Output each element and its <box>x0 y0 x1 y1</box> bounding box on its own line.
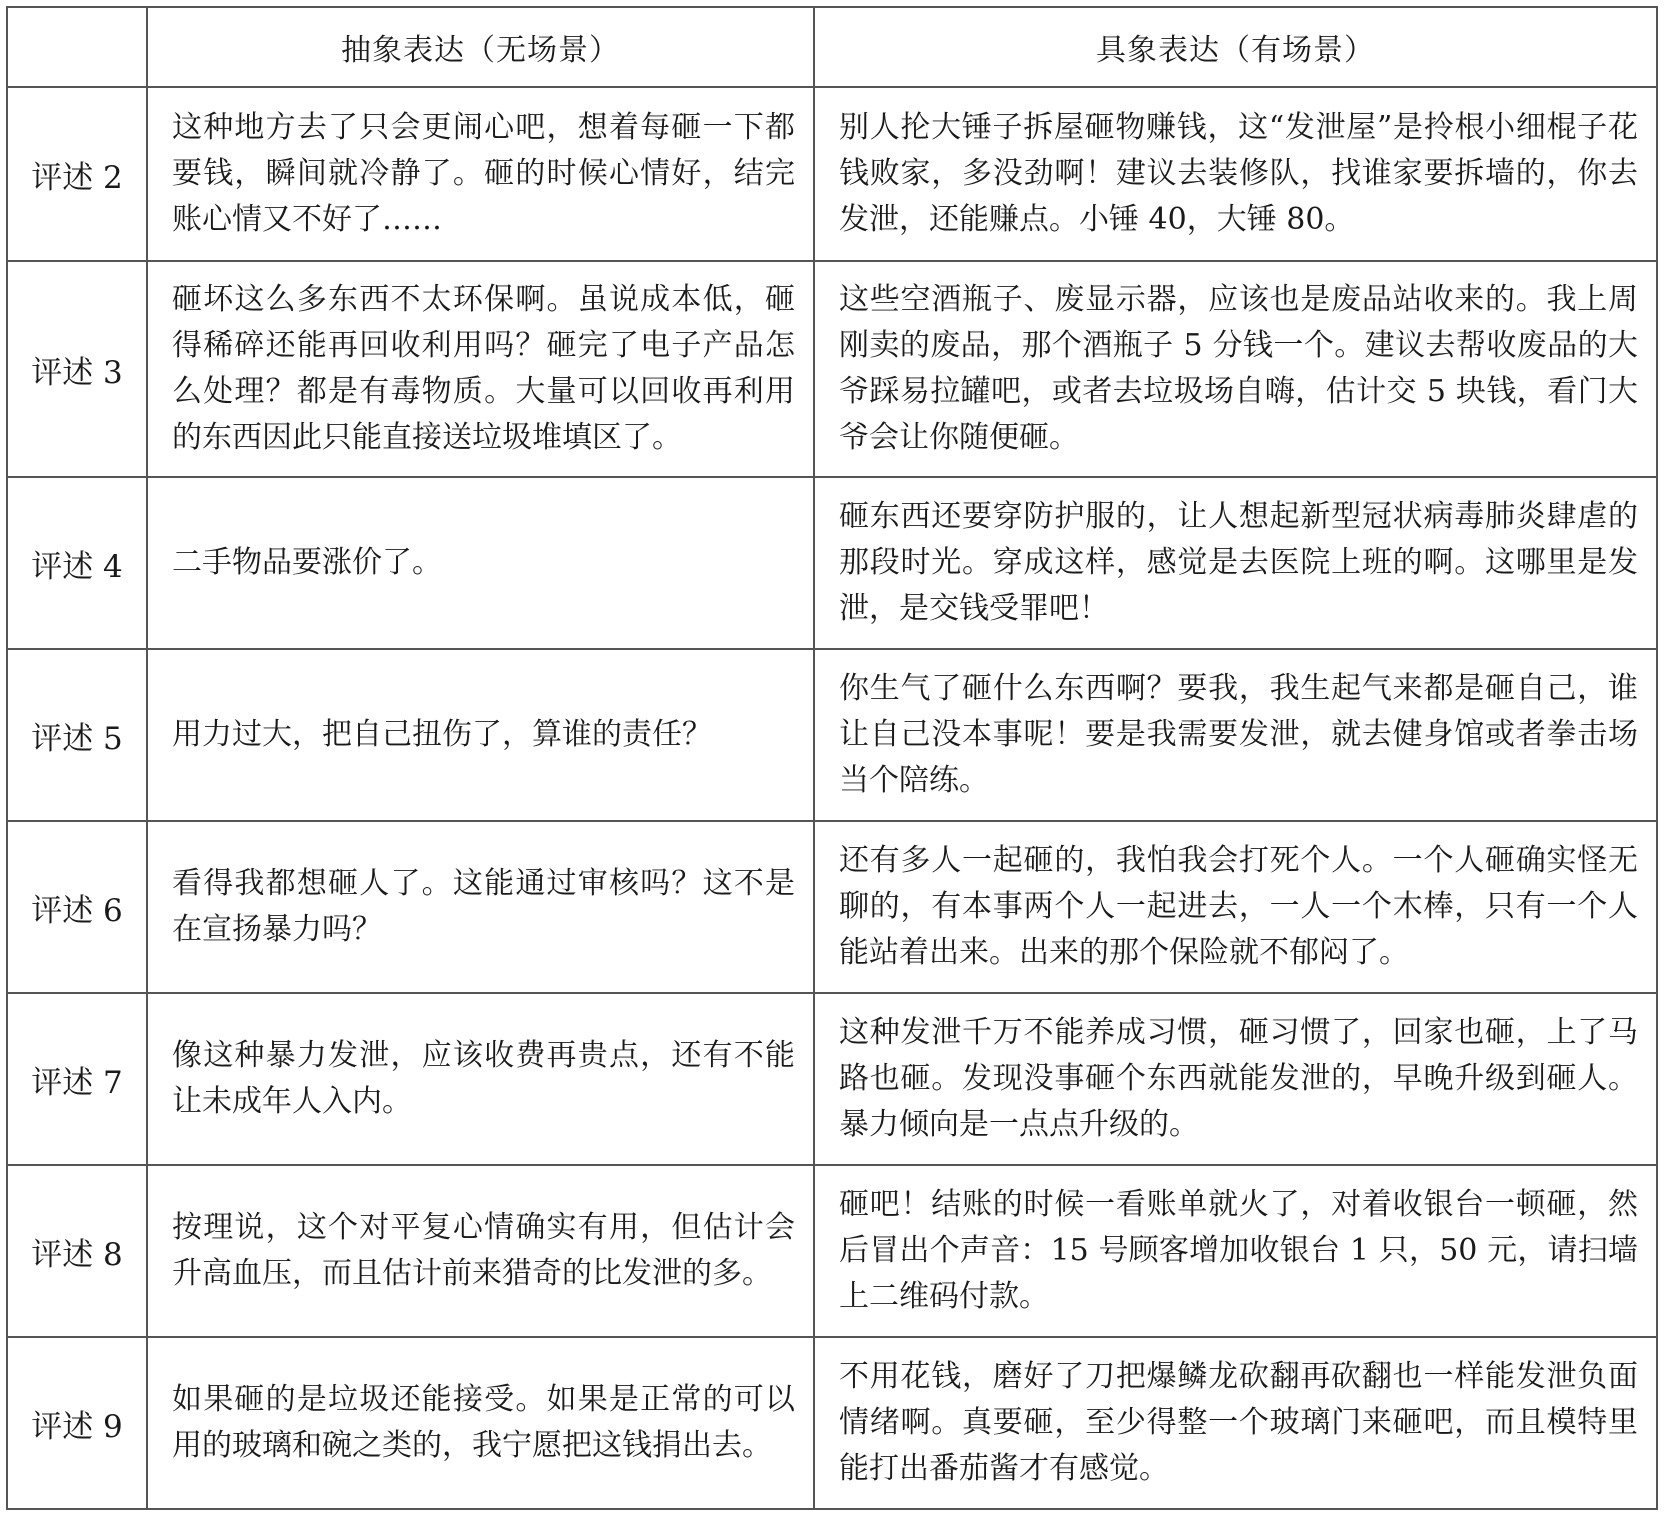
abstract-cell: 看得我都想砸人了。这能通过审核吗？这不是在宣扬暴力吗？ <box>147 821 814 993</box>
abstract-cell: 如果砸的是垃圾还能接受。如果是正常的可以用的玻璃和碗之类的，我宁愿把这钱捐出去。 <box>147 1337 814 1509</box>
abstract-cell: 这种地方去了只会更闹心吧，想着每砸一下都要钱，瞬间就冷静了。砸的时候心情好，结完账心情又不好了…… <box>147 87 814 261</box>
abstract-cell: 像这种暴力发泄，应该收费再贵点，还有不能让未成年人入内。 <box>147 993 814 1165</box>
abstract-cell: 砸坏这么多东西不太环保啊。虽说成本低，砸得稀碎还能再回收利用吗？砸完了电子产品怎么处理？都是有毒物质。大量可以回收再利用的东西因此只能直接送垃圾堆填区了。 <box>147 261 814 477</box>
concrete-cell: 还有多人一起砸的，我怕我会打死个人。一个人砸确实怪无聊的，有本事两个人一起进去，一人一个木棒，只有一个人能站着出来。出来的那个保险就不郁闷了。 <box>814 821 1657 993</box>
table-header-row <box>7 7 1657 87</box>
header-blank-cell <box>7 7 147 87</box>
concrete-cell: 这种发泄千万不能养成习惯，砸习惯了，回家也砸，上了马路也砸。发现没事砸个东西就能发泄的，早晚升级到砸人。暴力倾向是一点点升级的。 <box>814 993 1657 1165</box>
row-label: 评述 4 <box>7 477 147 649</box>
comparison-table <box>6 6 1658 1510</box>
table-row <box>7 649 1657 821</box>
row-label: 评述 6 <box>7 821 147 993</box>
concrete-cell: 砸东西还要穿防护服的，让人想起新型冠状病毒肺炎肆虐的那段时光。穿成这样，感觉是去医院上班的啊。这哪里是发泄，是交钱受罪吧！ <box>814 477 1657 649</box>
table-row <box>7 477 1657 649</box>
table-row <box>7 87 1657 261</box>
row-label: 评述 5 <box>7 649 147 821</box>
concrete-cell: 别人抡大锤子拆屋砸物赚钱，这“发泄屋”是拎根小细棍子花钱败家，多没劲啊！建议去装修队，找谁家要拆墙的，你去发泄，还能赚点。小锤 40，大锤 80。 <box>814 87 1657 261</box>
comparison-table-container <box>6 6 1656 1510</box>
header-concrete: 具象表达（有场景） <box>814 7 1657 87</box>
abstract-cell: 按理说，这个对平复心情确实有用，但估计会升高血压，而且估计前来猎奇的比发泄的多。 <box>147 1165 814 1337</box>
table-row <box>7 993 1657 1165</box>
row-label: 评述 3 <box>7 261 147 477</box>
row-label: 评述 7 <box>7 993 147 1165</box>
concrete-cell: 不用花钱，磨好了刀把爆鳞龙砍翻再砍翻也一样能发泄负面情绪啊。真要砸，至少得整一个玻璃门来砸吧，而且模特里能打出番茄酱才有感觉。 <box>814 1337 1657 1509</box>
abstract-cell: 二手物品要涨价了。 <box>147 477 814 649</box>
concrete-cell: 这些空酒瓶子、废显示器，应该也是废品站收来的。我上周刚卖的废品，那个酒瓶子 5 分钱一个。建议去帮收废品的大爷踩易拉罐吧，或者去垃圾场自嗨，估计交 5 块钱，看门大爷会让你随便砸。 <box>814 261 1657 477</box>
row-label: 评述 2 <box>7 87 147 261</box>
concrete-cell: 你生气了砸什么东西啊？要我，我生起气来都是砸自己，谁让自己没本事呢！要是我需要发泄，就去健身馆或者拳击场当个陪练。 <box>814 649 1657 821</box>
row-label: 评述 8 <box>7 1165 147 1337</box>
abstract-cell: 用力过大，把自己扭伤了，算谁的责任？ <box>147 649 814 821</box>
header-abstract: 抽象表达（无场景） <box>147 7 814 87</box>
table-row <box>7 1337 1657 1509</box>
concrete-cell: 砸吧！结账的时候一看账单就火了，对着收银台一顿砸，然后冒出个声音：15 号顾客增加收银台 1 只，50 元，请扫墙上二维码付款。 <box>814 1165 1657 1337</box>
table-row <box>7 1165 1657 1337</box>
table-row <box>7 261 1657 477</box>
table-row <box>7 821 1657 993</box>
row-label: 评述 9 <box>7 1337 147 1509</box>
